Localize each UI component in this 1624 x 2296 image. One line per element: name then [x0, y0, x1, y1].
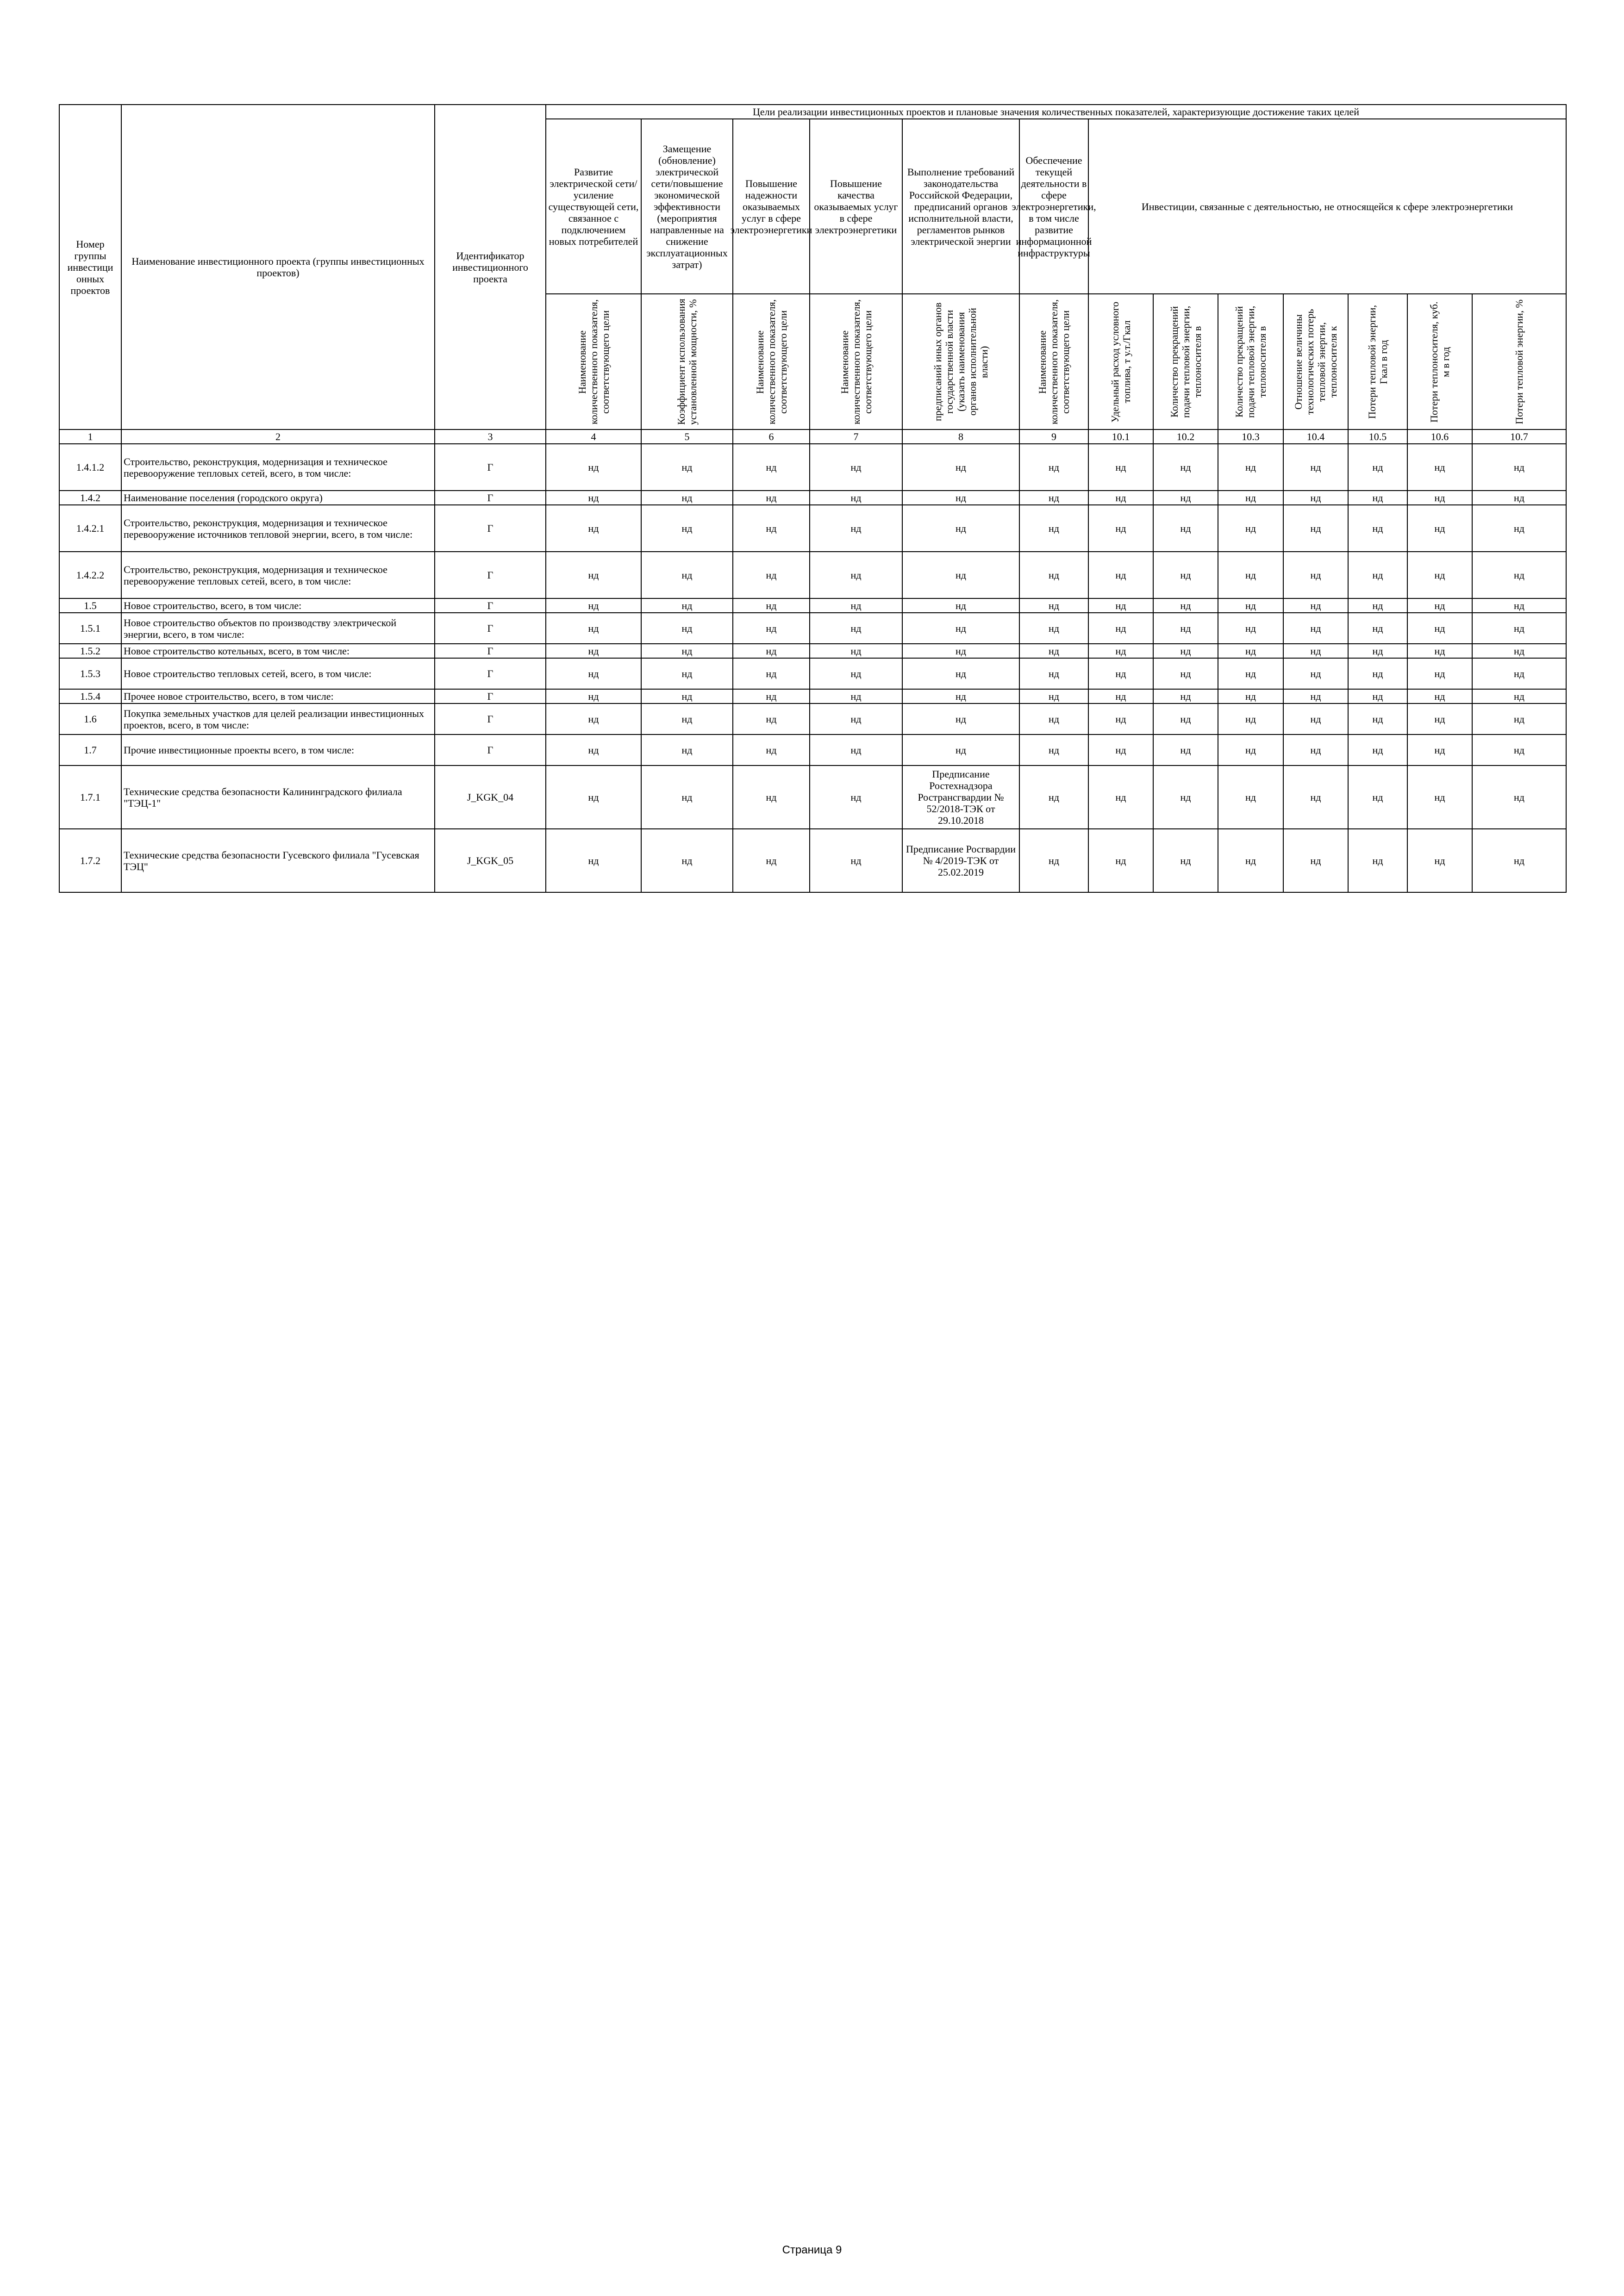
- page-number: Страница 9: [782, 2244, 842, 2256]
- row-value-cell: нд: [902, 703, 1019, 734]
- row-value-cell: нд: [1472, 765, 1566, 829]
- column-number-cell: 7: [810, 429, 902, 444]
- row-value-cell: нд: [1348, 734, 1407, 765]
- row-value-cell: нд: [1348, 552, 1407, 598]
- row-value-cell: нд: [810, 598, 902, 613]
- row-value-cell: нд: [1407, 765, 1472, 829]
- row-value-cell: нд: [1088, 505, 1153, 552]
- table-row: [59, 734, 1566, 765]
- row-value-cell: нд: [1088, 598, 1153, 613]
- goal-group-current-activity: Обеспечение текущей деятельности в сфере электроэнергетики, в том числе развитие информационной инфраструктуры: [1019, 119, 1088, 294]
- indicator-col-10-2: Количество прекращений подачи тепловой энергии, теплоносителя в: [1153, 294, 1218, 429]
- row-project-name: Покупка земельных участков для целей реализации инвестиционных проектов, всего, в том числе:: [121, 703, 435, 734]
- row-value-cell: нд: [1019, 552, 1088, 598]
- row-value-cell: нд: [1407, 703, 1472, 734]
- table-row: [59, 613, 1566, 644]
- row-value-cell: нд: [1153, 613, 1218, 644]
- table-row: [59, 829, 1566, 892]
- row-project-id: Г: [435, 658, 546, 689]
- indicator-col-10-3: Количество прекращений подачи тепловой энергии, теплоносителя в: [1218, 294, 1283, 429]
- row-value-cell: нд: [1472, 644, 1566, 658]
- goal-group-network-development: Развитие электрической сети/усиление существующей сети, связанное с подключением новых потребителей: [546, 119, 641, 294]
- row-value-cell: нд: [1283, 689, 1348, 703]
- row-group-number: 1.7.2: [59, 829, 121, 892]
- row-project-id: Г: [435, 644, 546, 658]
- column-number-cell: 6: [733, 429, 810, 444]
- row-value-cell: нд: [733, 552, 810, 598]
- row-value-cell: нд: [1472, 689, 1566, 703]
- row-value-cell: нд: [1218, 491, 1283, 505]
- row-value-cell: нд: [1153, 765, 1218, 829]
- row-value-cell: Предписание Ростехнадзора Ространсгвардии № 52/2018-ТЭК от 29.10.2018: [902, 765, 1019, 829]
- row-project-id: Г: [435, 444, 546, 491]
- row-value-cell: нд: [1218, 765, 1283, 829]
- row-value-cell: нд: [1283, 491, 1348, 505]
- row-value-cell: нд: [1088, 689, 1153, 703]
- row-value-cell: нд: [546, 734, 641, 765]
- row-value-cell: нд: [641, 658, 733, 689]
- row-value-cell: нд: [810, 829, 902, 892]
- row-group-number: 1.4.2: [59, 491, 121, 505]
- column-number-cell: 3: [435, 429, 546, 444]
- row-value-cell: нд: [1472, 552, 1566, 598]
- indicator-col-10-4: Отношение величины технологических потерь тепловой энергии, теплоносителя к: [1283, 294, 1348, 429]
- row-value-cell: нд: [1019, 765, 1088, 829]
- row-value-cell: нд: [733, 765, 810, 829]
- row-group-number: 1.5.1: [59, 613, 121, 644]
- row-value-cell: нд: [1407, 491, 1472, 505]
- row-value-cell: нд: [1283, 598, 1348, 613]
- row-value-cell: нд: [1348, 765, 1407, 829]
- column-number-cell: 10.6: [1407, 429, 1472, 444]
- column-number-cell: 1: [59, 429, 121, 444]
- row-value-cell: нд: [1088, 552, 1153, 598]
- row-value-cell: нд: [1348, 491, 1407, 505]
- row-value-cell: нд: [1472, 491, 1566, 505]
- row-value-cell: нд: [810, 613, 902, 644]
- row-value-cell: нд: [1153, 598, 1218, 613]
- table-body: [59, 444, 1566, 892]
- row-value-cell: нд: [1472, 829, 1566, 892]
- row-value-cell: нд: [1348, 613, 1407, 644]
- row-value-cell: нд: [1153, 829, 1218, 892]
- row-value-cell: нд: [1019, 644, 1088, 658]
- row-value-cell: нд: [1019, 505, 1088, 552]
- row-value-cell: нд: [1407, 598, 1472, 613]
- row-group-number: 1.5: [59, 598, 121, 613]
- row-value-cell: нд: [1407, 444, 1472, 491]
- row-value-cell: нд: [641, 505, 733, 552]
- row-value-cell: нд: [546, 598, 641, 613]
- column-number-cell: 10.2: [1153, 429, 1218, 444]
- goal-group-reliability: Повышение надежности оказываемых услуг в сфере электроэнергетики: [733, 119, 810, 294]
- row-value-cell: нд: [641, 491, 733, 505]
- goal-group-network-replacement: Замещение (обновление) электрической сети/повышение экономической эффективности (мероприятия направленные на снижение эксплуатационных затрат): [641, 119, 733, 294]
- row-value-cell: нд: [546, 703, 641, 734]
- row-value-cell: нд: [641, 598, 733, 613]
- row-project-name: Новое строительство котельных, всего, в том числе:: [121, 644, 435, 658]
- investment-goals-sheet: [59, 104, 1566, 893]
- column-number-row: [59, 429, 1566, 444]
- row-value-cell: нд: [1283, 444, 1348, 491]
- row-value-cell: нд: [1088, 491, 1153, 505]
- row-value-cell: нд: [1348, 689, 1407, 703]
- row-project-id: Г: [435, 689, 546, 703]
- row-value-cell: нд: [810, 505, 902, 552]
- row-value-cell: нд: [1153, 644, 1218, 658]
- row-project-id: Г: [435, 734, 546, 765]
- row-value-cell: нд: [546, 689, 641, 703]
- row-value-cell: нд: [1407, 658, 1472, 689]
- row-value-cell: нд: [1153, 689, 1218, 703]
- row-value-cell: нд: [1153, 734, 1218, 765]
- row-project-id: Г: [435, 552, 546, 598]
- row-value-cell: нд: [1088, 734, 1153, 765]
- row-value-cell: нд: [810, 703, 902, 734]
- row-value-cell: Предписание Росгвардии № 4/2019-ТЭК от 25.02.2019: [902, 829, 1019, 892]
- row-value-cell: нд: [1472, 613, 1566, 644]
- row-group-number: 1.6: [59, 703, 121, 734]
- row-value-cell: нд: [1218, 734, 1283, 765]
- row-value-cell: нд: [902, 658, 1019, 689]
- header-goals-title: Цели реализации инвестиционных проектов и плановые значения количественных показателей, характеризующие достижение таких целей: [546, 105, 1566, 119]
- row-value-cell: нд: [641, 644, 733, 658]
- row-value-cell: нд: [1088, 765, 1153, 829]
- row-value-cell: нд: [1472, 505, 1566, 552]
- indicator-col-8: предписаний иных органов государственной власти (указать наименования органов исполнительной власти): [902, 294, 1019, 429]
- row-value-cell: нд: [1407, 552, 1472, 598]
- row-value-cell: нд: [1019, 598, 1088, 613]
- row-value-cell: нд: [641, 765, 733, 829]
- row-project-name: Наименование поселения (городского округа): [121, 491, 435, 505]
- row-value-cell: нд: [1088, 444, 1153, 491]
- row-value-cell: нд: [810, 734, 902, 765]
- table-row: [59, 444, 1566, 491]
- table-row: [59, 689, 1566, 703]
- column-number-cell: 9: [1019, 429, 1088, 444]
- row-value-cell: нд: [1153, 444, 1218, 491]
- row-value-cell: нд: [641, 613, 733, 644]
- row-value-cell: нд: [1283, 703, 1348, 734]
- column-number-cell: 8: [902, 429, 1019, 444]
- row-project-id: Г: [435, 598, 546, 613]
- row-value-cell: нд: [902, 598, 1019, 613]
- row-group-number: 1.4.1.2: [59, 444, 121, 491]
- row-group-number: 1.5.2: [59, 644, 121, 658]
- row-value-cell: нд: [1218, 644, 1283, 658]
- indicator-col-10-1: Удельный расход условного топлива, т у.т./Гкал: [1088, 294, 1153, 429]
- column-number-cell: 10.1: [1088, 429, 1153, 444]
- row-value-cell: нд: [733, 598, 810, 613]
- row-value-cell: нд: [1472, 658, 1566, 689]
- header-project-name: Наименование инвестиционного проекта (группы инвестиционных проектов): [121, 105, 435, 429]
- row-value-cell: нд: [1088, 829, 1153, 892]
- row-value-cell: нд: [810, 444, 902, 491]
- row-value-cell: нд: [902, 491, 1019, 505]
- row-value-cell: нд: [1218, 552, 1283, 598]
- indicator-col-9: Наименование количественного показателя, соответствующего цели: [1019, 294, 1088, 429]
- row-value-cell: нд: [641, 829, 733, 892]
- row-project-id: Г: [435, 703, 546, 734]
- row-value-cell: нд: [546, 829, 641, 892]
- row-value-cell: нд: [733, 613, 810, 644]
- row-value-cell: нд: [1218, 658, 1283, 689]
- row-value-cell: нд: [546, 552, 641, 598]
- row-value-cell: нд: [1088, 703, 1153, 734]
- row-value-cell: нд: [1283, 505, 1348, 552]
- row-project-id: J_KGK_05: [435, 829, 546, 892]
- row-project-name: Строительство, реконструкция, модернизация и техническое перевооружение тепловых сетей, всего, в том числе:: [121, 552, 435, 598]
- row-value-cell: нд: [902, 552, 1019, 598]
- row-value-cell: нд: [1088, 613, 1153, 644]
- row-value-cell: нд: [1283, 734, 1348, 765]
- row-project-name: Новое строительство объектов по производству электрической энергии, всего, в том числе:: [121, 613, 435, 644]
- row-value-cell: нд: [1407, 613, 1472, 644]
- row-value-cell: нд: [1472, 444, 1566, 491]
- row-value-cell: нд: [810, 552, 902, 598]
- indicator-col-4: Наименование количественного показателя, соответствующего цели: [546, 294, 641, 429]
- row-value-cell: нд: [546, 505, 641, 552]
- row-project-name: Прочее новое строительство, всего, в том числе:: [121, 689, 435, 703]
- row-value-cell: нд: [1472, 703, 1566, 734]
- row-value-cell: нд: [810, 689, 902, 703]
- row-value-cell: нд: [1407, 644, 1472, 658]
- row-value-cell: нд: [1218, 703, 1283, 734]
- table-row: [59, 703, 1566, 734]
- row-value-cell: нд: [1153, 505, 1218, 552]
- row-value-cell: нд: [1407, 829, 1472, 892]
- page-footer: [0, 2244, 1624, 2257]
- row-value-cell: нд: [1283, 658, 1348, 689]
- row-value-cell: нд: [1348, 644, 1407, 658]
- row-value-cell: нд: [810, 491, 902, 505]
- row-project-name: Новое строительство тепловых сетей, всего, в том числе:: [121, 658, 435, 689]
- column-number-cell: 5: [641, 429, 733, 444]
- indicator-col-5: Коэффициент использования установленной мощности, %: [641, 294, 733, 429]
- row-value-cell: нд: [641, 552, 733, 598]
- row-value-cell: нд: [1348, 658, 1407, 689]
- indicator-col-6: Наименование количественного показателя, соответствующего цели: [733, 294, 810, 429]
- row-value-cell: нд: [733, 444, 810, 491]
- row-value-cell: нд: [1283, 613, 1348, 644]
- row-value-cell: нд: [902, 444, 1019, 491]
- column-number-cell: 10.7: [1472, 429, 1566, 444]
- row-value-cell: нд: [1348, 444, 1407, 491]
- row-value-cell: нд: [810, 658, 902, 689]
- indicator-col-10-7: Потери тепловой энергии, %: [1472, 294, 1566, 429]
- row-value-cell: нд: [546, 613, 641, 644]
- row-value-cell: нд: [733, 829, 810, 892]
- row-project-name: Новое строительство, всего, в том числе:: [121, 598, 435, 613]
- goal-group-quality: Повышение качества оказываемых услуг в сфере электроэнергетики: [810, 119, 902, 294]
- indicator-col-7: Наименование количественного показателя, соответствующего цели: [810, 294, 902, 429]
- row-value-cell: нд: [1348, 598, 1407, 613]
- table-row: [59, 505, 1566, 552]
- row-value-cell: нд: [1472, 734, 1566, 765]
- row-value-cell: нд: [1348, 505, 1407, 552]
- row-value-cell: нд: [641, 734, 733, 765]
- row-value-cell: нд: [546, 644, 641, 658]
- row-value-cell: нд: [1088, 644, 1153, 658]
- row-value-cell: нд: [1407, 505, 1472, 552]
- row-value-cell: нд: [733, 703, 810, 734]
- row-project-name: Строительство, реконструкция, модернизация и техническое перевооружение источников тепловой энергии, всего, в том числе:: [121, 505, 435, 552]
- row-value-cell: нд: [902, 613, 1019, 644]
- row-value-cell: нд: [1283, 644, 1348, 658]
- row-value-cell: нд: [902, 644, 1019, 658]
- row-project-name: Технические средства безопасности Калининградского филиала "ТЭЦ-1": [121, 765, 435, 829]
- row-value-cell: нд: [546, 658, 641, 689]
- row-value-cell: нд: [1348, 703, 1407, 734]
- row-value-cell: нд: [546, 491, 641, 505]
- investment-goals-table: [59, 104, 1567, 893]
- header-project-id: Идентификатор инвестиционного проекта: [435, 105, 546, 429]
- row-value-cell: нд: [902, 689, 1019, 703]
- column-number-cell: 10.4: [1283, 429, 1348, 444]
- table-row: [59, 598, 1566, 613]
- row-value-cell: нд: [1407, 689, 1472, 703]
- row-value-cell: нд: [1153, 703, 1218, 734]
- row-group-number: 1.5.3: [59, 658, 121, 689]
- row-value-cell: нд: [1472, 598, 1566, 613]
- row-value-cell: нд: [1407, 734, 1472, 765]
- row-value-cell: нд: [733, 644, 810, 658]
- row-value-cell: нд: [1019, 491, 1088, 505]
- goal-group-legal-requirements: Выполнение требований законодательства Российской Федерации, предписаний органов исполнительной власти, регламентов рынков электрической энергии: [902, 119, 1019, 294]
- row-value-cell: нд: [1218, 689, 1283, 703]
- column-number-cell: 4: [546, 429, 641, 444]
- row-project-id: Г: [435, 613, 546, 644]
- table-row: [59, 765, 1566, 829]
- row-value-cell: нд: [902, 734, 1019, 765]
- row-group-number: 1.4.2.2: [59, 552, 121, 598]
- row-value-cell: нд: [902, 505, 1019, 552]
- table-row: [59, 552, 1566, 598]
- table-row: [59, 658, 1566, 689]
- row-project-id: Г: [435, 505, 546, 552]
- row-value-cell: нд: [1153, 491, 1218, 505]
- row-value-cell: нд: [1218, 598, 1283, 613]
- row-value-cell: нд: [1283, 765, 1348, 829]
- row-value-cell: нд: [1019, 703, 1088, 734]
- row-value-cell: нд: [1019, 829, 1088, 892]
- row-value-cell: нд: [641, 444, 733, 491]
- row-value-cell: нд: [546, 444, 641, 491]
- row-project-name: Технические средства безопасности Гусевского филиала "Гусевская ТЭЦ": [121, 829, 435, 892]
- row-value-cell: нд: [733, 689, 810, 703]
- row-group-number: 1.4.2.1: [59, 505, 121, 552]
- column-number-cell: 10.5: [1348, 429, 1407, 444]
- row-value-cell: нд: [1019, 444, 1088, 491]
- column-number-cell: 2: [121, 429, 435, 444]
- row-project-id: J_KGK_04: [435, 765, 546, 829]
- indicator-col-10-6: Потери теплоносителя, куб. м в год: [1407, 294, 1472, 429]
- row-value-cell: нд: [1153, 658, 1218, 689]
- row-value-cell: нд: [1283, 552, 1348, 598]
- row-value-cell: нд: [810, 765, 902, 829]
- row-group-number: 1.7.1: [59, 765, 121, 829]
- row-value-cell: нд: [733, 505, 810, 552]
- row-group-number: 1.5.4: [59, 689, 121, 703]
- row-value-cell: нд: [1218, 505, 1283, 552]
- row-value-cell: нд: [1019, 689, 1088, 703]
- row-value-cell: нд: [1019, 734, 1088, 765]
- row-value-cell: нд: [733, 734, 810, 765]
- row-value-cell: нд: [546, 765, 641, 829]
- row-value-cell: нд: [733, 658, 810, 689]
- row-value-cell: нд: [1019, 658, 1088, 689]
- row-value-cell: нд: [1218, 829, 1283, 892]
- row-value-cell: нд: [1088, 658, 1153, 689]
- row-project-id: Г: [435, 491, 546, 505]
- column-number-cell: 10.3: [1218, 429, 1283, 444]
- row-value-cell: нд: [1218, 613, 1283, 644]
- row-project-name: Строительство, реконструкция, модернизация и техническое перевооружение тепловых сетей, всего, в том числе:: [121, 444, 435, 491]
- table-row: [59, 644, 1566, 658]
- row-value-cell: нд: [1348, 829, 1407, 892]
- row-value-cell: нд: [1153, 552, 1218, 598]
- goal-group-non-electric-investments: Инвестиции, связанные с деятельностью, не относящейся к сфере электроэнергетики: [1088, 119, 1566, 294]
- row-value-cell: нд: [733, 491, 810, 505]
- row-value-cell: нд: [1218, 444, 1283, 491]
- row-value-cell: нд: [810, 644, 902, 658]
- indicator-col-10-5: Потери тепловой энергии, Гкал в год: [1348, 294, 1407, 429]
- row-value-cell: нд: [1019, 613, 1088, 644]
- header-group-number: Номер группы инвестици онных проектов: [59, 105, 121, 429]
- row-project-name: Прочие инвестиционные проекты всего, в том числе:: [121, 734, 435, 765]
- row-value-cell: нд: [1283, 829, 1348, 892]
- table-row: [59, 491, 1566, 505]
- row-group-number: 1.7: [59, 734, 121, 765]
- row-value-cell: нд: [641, 689, 733, 703]
- row-value-cell: нд: [641, 703, 733, 734]
